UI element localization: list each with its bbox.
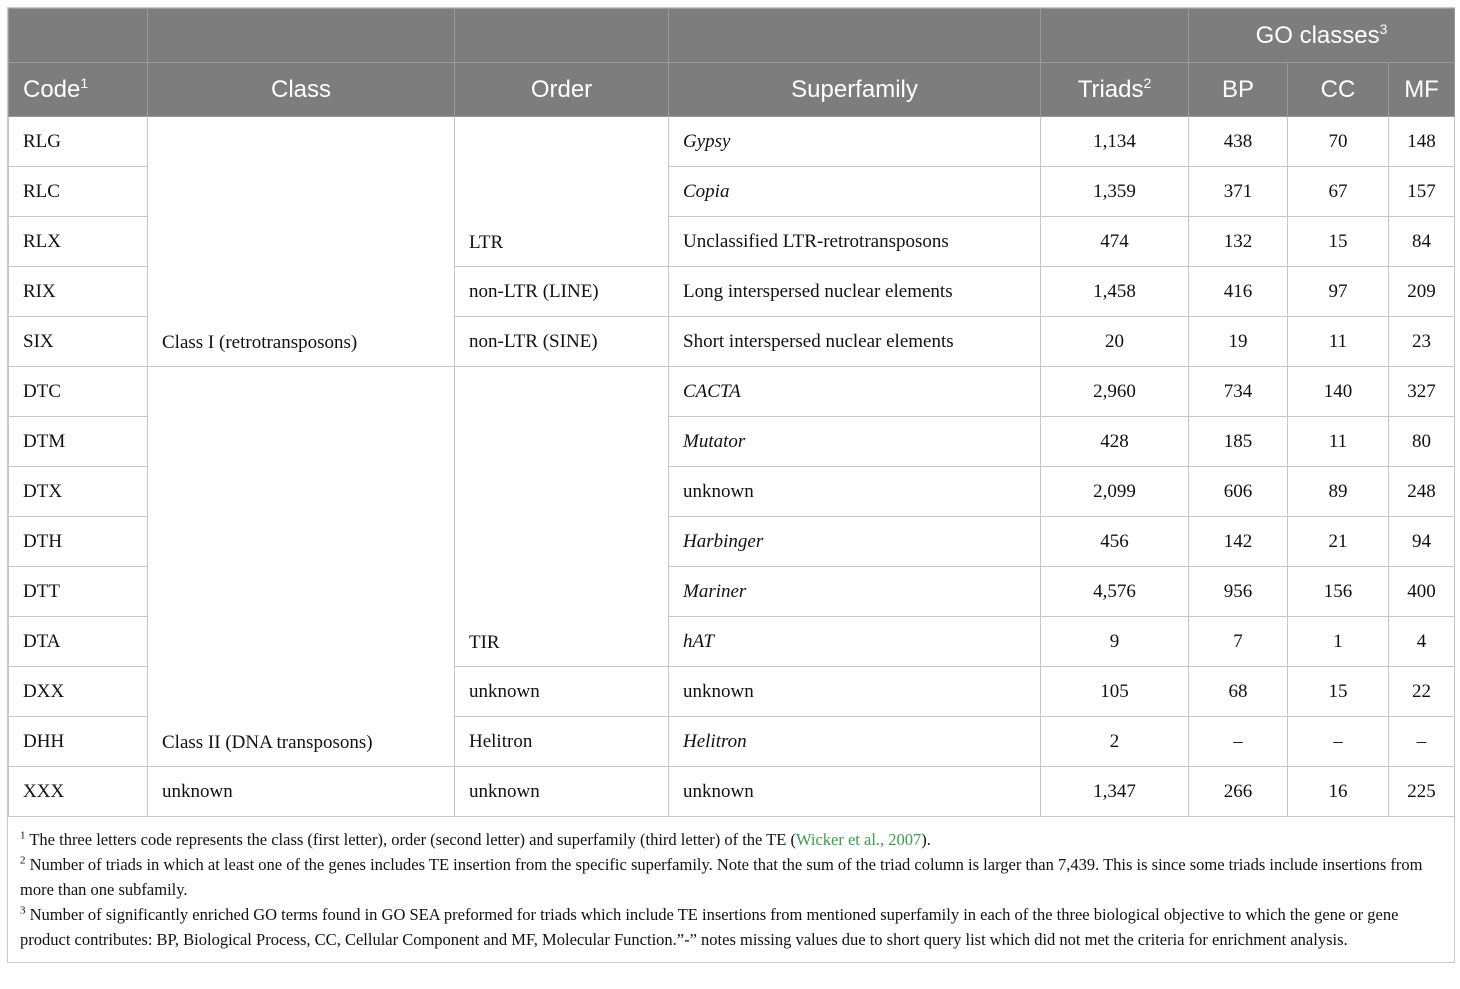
cell-triads: 456 xyxy=(1041,517,1189,567)
cell-triads: 105 xyxy=(1041,667,1189,717)
cell-triads: 1,347 xyxy=(1041,767,1189,817)
footnote-2 xyxy=(20,852,1442,902)
cell-superfamily: Mutator xyxy=(669,417,1041,467)
cell-mf: 225 xyxy=(1389,767,1455,817)
cell-bp: 371 xyxy=(1189,167,1288,217)
cell-bp: 416 xyxy=(1189,267,1288,317)
cell-mf: 80 xyxy=(1389,417,1455,467)
cell-class: Class II (DNA transposons) xyxy=(148,367,455,767)
header-go-classes-sup: 3 xyxy=(1379,20,1388,37)
cell-superfamily: Helitron xyxy=(669,717,1041,767)
cell-bp: 19 xyxy=(1189,317,1288,367)
cell-mf: 4 xyxy=(1389,617,1455,667)
cell-superfamily: Gypsy xyxy=(669,117,1041,167)
cell-cc: 97 xyxy=(1288,267,1389,317)
cell-cc: 67 xyxy=(1288,167,1389,217)
cell-bp: 956 xyxy=(1189,567,1288,617)
cell-triads: 20 xyxy=(1041,317,1189,367)
header-order-label: Order xyxy=(530,75,593,103)
citation-link[interactable]: Wicker et al., 2007 xyxy=(795,830,922,849)
cell-mf: 157 xyxy=(1389,167,1455,217)
header-mf-label: MF xyxy=(1404,75,1439,103)
cell-code: DXX xyxy=(9,667,148,717)
cell-order: non-LTR (LINE) xyxy=(455,267,669,317)
cell-order: non-LTR (SINE) xyxy=(455,317,669,367)
header-blank-cell xyxy=(1041,9,1189,63)
cell-mf: 400 xyxy=(1389,567,1455,617)
cell-code: DTH xyxy=(9,517,148,567)
header-blank-cell xyxy=(9,9,148,63)
te-superfamily-table xyxy=(8,8,1455,817)
cell-bp: 734 xyxy=(1189,367,1288,417)
header-blank-cell xyxy=(455,9,669,63)
cell-mf: – xyxy=(1389,717,1455,767)
cell-cc: 21 xyxy=(1288,517,1389,567)
cell-order: Helitron xyxy=(455,717,669,767)
cell-cc: – xyxy=(1288,717,1389,767)
header-superfamily xyxy=(669,63,1041,117)
cell-mf: 22 xyxy=(1389,667,1455,717)
cell-bp: 142 xyxy=(1189,517,1288,567)
cell-bp: – xyxy=(1189,717,1288,767)
cell-code: RLC xyxy=(9,167,148,217)
header-blank-cell xyxy=(148,9,455,63)
cell-cc: 11 xyxy=(1288,317,1389,367)
cell-mf: 148 xyxy=(1389,117,1455,167)
cell-triads: 474 xyxy=(1041,217,1189,267)
cell-cc: 89 xyxy=(1288,467,1389,517)
cell-code: XXX xyxy=(9,767,148,817)
cell-cc: 156 xyxy=(1288,567,1389,617)
cell-superfamily: hAT xyxy=(669,617,1041,667)
cell-code: DTX xyxy=(9,467,148,517)
te-table-container xyxy=(7,7,1455,963)
cell-superfamily: unknown xyxy=(669,467,1041,517)
footnote-3 xyxy=(20,902,1442,952)
cell-code: DHH xyxy=(9,717,148,767)
header-class-label: Class xyxy=(270,75,331,103)
cell-class: Class I (retrotransposons) xyxy=(148,117,455,367)
cell-superfamily: unknown xyxy=(669,667,1041,717)
cell-bp: 68 xyxy=(1189,667,1288,717)
cell-triads: 1,359 xyxy=(1041,167,1189,217)
cell-code: DTA xyxy=(9,617,148,667)
cell-superfamily: unknown xyxy=(669,767,1041,817)
cell-triads: 4,576 xyxy=(1041,567,1189,617)
header-row-columns xyxy=(9,63,1455,117)
cell-superfamily: Harbinger xyxy=(669,517,1041,567)
header-code xyxy=(9,63,148,117)
cell-class: unknown xyxy=(148,767,455,817)
cell-triads: 1,458 xyxy=(1041,267,1189,317)
header-bp-label: BP xyxy=(1221,75,1254,103)
cell-order: unknown xyxy=(455,767,669,817)
cell-mf: 248 xyxy=(1389,467,1455,517)
cell-triads: 428 xyxy=(1041,417,1189,467)
header-superfamily-label: Superfamily xyxy=(791,75,918,103)
cell-code: DTC xyxy=(9,367,148,417)
cell-superfamily: Copia xyxy=(669,167,1041,217)
footnote-2-marker: 2 xyxy=(20,854,26,867)
cell-code: DTT xyxy=(9,567,148,617)
table-footnotes xyxy=(8,817,1454,962)
cell-triads: 9 xyxy=(1041,617,1189,667)
cell-superfamily: CACTA xyxy=(669,367,1041,417)
cell-triads: 2 xyxy=(1041,717,1189,767)
cell-bp: 266 xyxy=(1189,767,1288,817)
header-go-classes-label: GO classes xyxy=(1255,21,1380,49)
header-cc-label: CC xyxy=(1320,75,1356,103)
cell-bp: 132 xyxy=(1189,217,1288,267)
cell-code: RLG xyxy=(9,117,148,167)
header-cc xyxy=(1288,63,1389,117)
footnote-1-marker: 1 xyxy=(20,829,26,842)
footnote-1 xyxy=(20,827,1442,852)
cell-code: SIX xyxy=(9,317,148,367)
cell-superfamily: Long interspersed nuclear elements xyxy=(669,267,1041,317)
cell-cc: 140 xyxy=(1288,367,1389,417)
cell-superfamily: Unclassified LTR-retrotransposons xyxy=(669,217,1041,267)
cell-mf: 209 xyxy=(1389,267,1455,317)
cell-cc: 11 xyxy=(1288,417,1389,467)
footnote-3-marker: 3 xyxy=(20,904,26,917)
header-code-label: Code xyxy=(23,75,81,103)
cell-order: TIR xyxy=(455,367,669,667)
header-triads xyxy=(1041,63,1189,117)
footnote-1-end: ). xyxy=(921,830,931,849)
header-class xyxy=(148,63,455,117)
cell-triads: 2,960 xyxy=(1041,367,1189,417)
cell-code: RIX xyxy=(9,267,148,317)
table-row xyxy=(9,117,1455,167)
cell-superfamily: Mariner xyxy=(669,567,1041,617)
header-bp xyxy=(1189,63,1288,117)
cell-cc: 16 xyxy=(1288,767,1389,817)
cell-bp: 438 xyxy=(1189,117,1288,167)
cell-cc: 15 xyxy=(1288,217,1389,267)
cell-triads: 2,099 xyxy=(1041,467,1189,517)
header-triads-label: Triads xyxy=(1077,75,1144,103)
header-triads-sup: 2 xyxy=(1143,74,1152,91)
cell-triads: 1,134 xyxy=(1041,117,1189,167)
footnote-2-text: Number of triads in which at least one of the genes includes TE insertion from the specific superfamily. Note that the sum of the triad column is larger than 7,439. This is since some triads include insertions from more than one subfamily. xyxy=(20,855,1423,899)
cell-order: unknown xyxy=(455,667,669,717)
cell-mf: 84 xyxy=(1389,217,1455,267)
header-code-sup: 1 xyxy=(80,74,89,91)
table-row xyxy=(9,767,1455,817)
cell-cc: 70 xyxy=(1288,117,1389,167)
cell-mf: 94 xyxy=(1389,517,1455,567)
cell-code: DTM xyxy=(9,417,148,467)
table-row xyxy=(9,367,1455,417)
header-mf xyxy=(1389,63,1455,117)
cell-bp: 185 xyxy=(1189,417,1288,467)
header-order xyxy=(455,63,669,117)
cell-bp: 606 xyxy=(1189,467,1288,517)
footnote-3-text: Number of significantly enriched GO terms found in GO SEA preformed for triads which include TE insertions from mentioned superfamily in each of the three biological objective to which the gene or gene product contributes: BP, Biological Process, CC, Cellular Component and MF, Molecular Function.”-” notes missing values due to short query list which did not met the criteria for enrichment analysis. xyxy=(20,905,1399,949)
header-row-group xyxy=(9,9,1455,63)
cell-cc: 15 xyxy=(1288,667,1389,717)
cell-superfamily: Short interspersed nuclear elements xyxy=(669,317,1041,367)
cell-bp: 7 xyxy=(1189,617,1288,667)
cell-code: RLX xyxy=(9,217,148,267)
cell-cc: 1 xyxy=(1288,617,1389,667)
cell-mf: 23 xyxy=(1389,317,1455,367)
footnote-1-text: The three letters code represents the class (first letter), order (second letter) and superfamily (third letter) of the TE ( xyxy=(29,830,796,849)
cell-mf: 327 xyxy=(1389,367,1455,417)
header-blank-cell xyxy=(669,9,1041,63)
header-go-classes xyxy=(1189,9,1455,63)
cell-order: LTR xyxy=(455,117,669,267)
